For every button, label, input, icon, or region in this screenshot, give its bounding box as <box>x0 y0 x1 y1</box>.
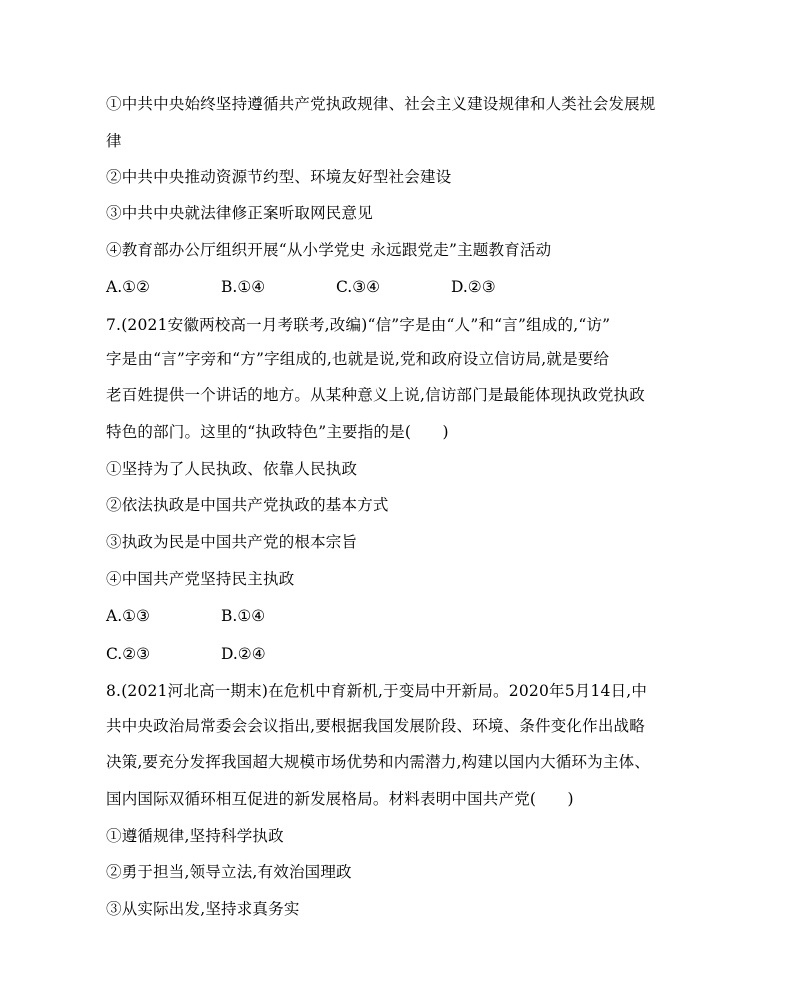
q7-stem-line-2: 字是由“言”字旁和“方”字组成的,也就是说,党和政府设立信访局,就是要给 <box>106 350 610 368</box>
q7-statement-4: ④中国共产党坚持民主执政 <box>106 570 295 588</box>
q7-stem-line-3: 老百姓提供一个讲话的地方。从某种意义上说,信访部门是最能体现执政党执政 <box>106 386 645 404</box>
q6-option-d: D.②③ <box>451 278 496 296</box>
q6-option-c: C.③④ <box>336 278 381 296</box>
q8-stem-line-4: 国内国际双循环相互促进的新发展格局。材料表明中国共产党( ) <box>106 790 574 808</box>
q8-stem-line-1: 8.(2021河北高一期末)在危机中育新机,于变局中开新局。2020年5月14日,中 <box>106 682 648 700</box>
q6-statement-3: ③中共中央就法律修正案听取网民意见 <box>106 204 373 222</box>
q8-stem-line-3: 决策,要充分发挥我国超大规模市场优势和内需潜力,构建以国内大循环为主体、 <box>106 753 651 771</box>
q7-statement-3: ③执政为民是中国共产党的根本宗旨 <box>106 533 358 551</box>
q7-option-a: A.①③ <box>106 607 150 625</box>
q8-statement-2: ②勇于担当,领导立法,有效治国理政 <box>106 863 352 881</box>
q8-stem-line-2: 共中央政治局常委会会议指出,要根据我国发展阶段、环境、条件变化作出战略 <box>106 717 645 735</box>
q6-statement-1: ①中共中央始终坚持遵循共产党执政规律、社会主义建设规律和人类社会发展规 <box>106 95 656 113</box>
q7-stem-line-1: 7.(2021安徽两校高一月考联考,改编)“信”字是由“人”和“言”组成的,“访” <box>106 316 611 334</box>
q8-statement-3: ③从实际出发,坚持求真务实 <box>106 900 300 918</box>
q6-statement-4: ④教育部办公厅组织开展“从小学党史 永远跟党走”主题教育活动 <box>106 241 552 259</box>
q7-option-b: B.①④ <box>221 607 266 625</box>
q7-statement-2: ②依法执政是中国共产党执政的基本方式 <box>106 496 389 514</box>
q7-option-c: C.②③ <box>106 645 151 663</box>
q7-statement-1: ①坚持为了人民执政、依靠人民执政 <box>106 460 358 478</box>
q6-option-b: B.①④ <box>221 278 266 296</box>
q8-statement-1: ①遵循规律,坚持科学执政 <box>106 827 284 845</box>
q7-stem-line-4: 特色的部门。这里的“执政特色”主要指的是( ) <box>106 423 449 441</box>
q6-statement-1-cont: 律 <box>106 132 122 150</box>
q7-option-d: D.②④ <box>221 645 266 663</box>
q6-option-a: A.①② <box>106 278 150 296</box>
q6-statement-2: ②中共中央推动资源节约型、环境友好型社会建设 <box>106 168 452 186</box>
